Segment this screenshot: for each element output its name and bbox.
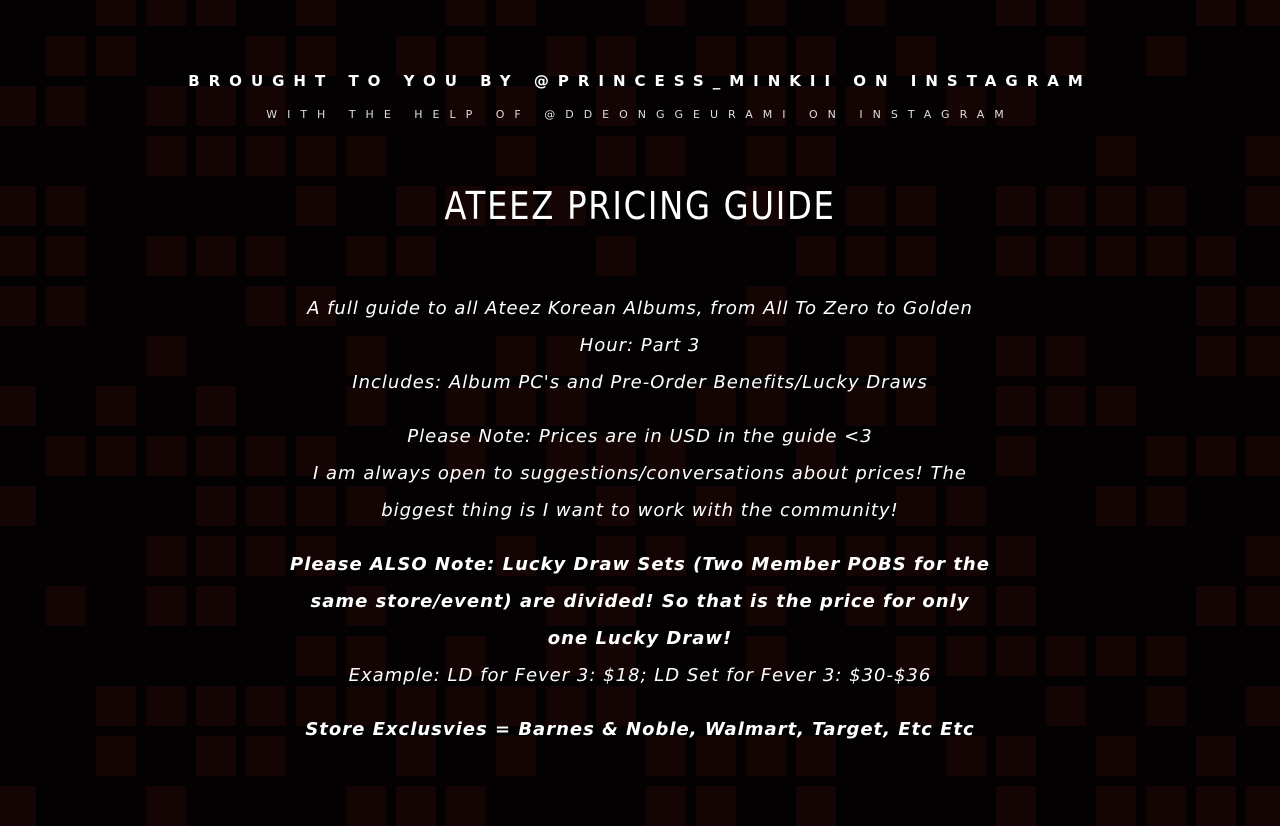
includes-line: Includes: Album PC's and Pre-Order Benefits/Lucky Draws — [352, 372, 928, 393]
help-credit-text: WITH THE HELP OF @DDEONGGEURAMI ON INSTAGRAM — [266, 108, 1014, 121]
page-title: ATEEZ PRICING GUIDE — [444, 184, 836, 228]
credit-text: BROUGHT TO YOU BY @PRINCESS_MINKII ON INSTAGRAM — [188, 72, 1092, 90]
suggestions-note: I am always open to suggestions/conversations about prices! The biggest thing is I want to work with the community! — [313, 463, 967, 521]
currency-note: Please Note: Prices are in USD in the guide <3 — [407, 426, 873, 447]
intro-block — [290, 290, 990, 401]
note-block — [290, 418, 990, 529]
store-exclusives-line: Store Exclusvies = Barnes & Noble, Walmart, Target, Etc Etc — [305, 719, 975, 740]
guide-description — [290, 290, 990, 765]
example-line: Example: LD for Fever 3: $18; LD Set for Fever 3: $30-$36 — [348, 665, 932, 686]
intro-line: A full guide to all Ateez Korean Albums, from All To Zero to Golden Hour: Part 3 — [307, 298, 973, 356]
also-note-block — [290, 546, 990, 694]
lucky-draw-note: Please ALSO Note: Lucky Draw Sets (Two Member POBS for the same store/event) are divided! So that is the price for only one Lucky Draw! — [290, 554, 990, 649]
